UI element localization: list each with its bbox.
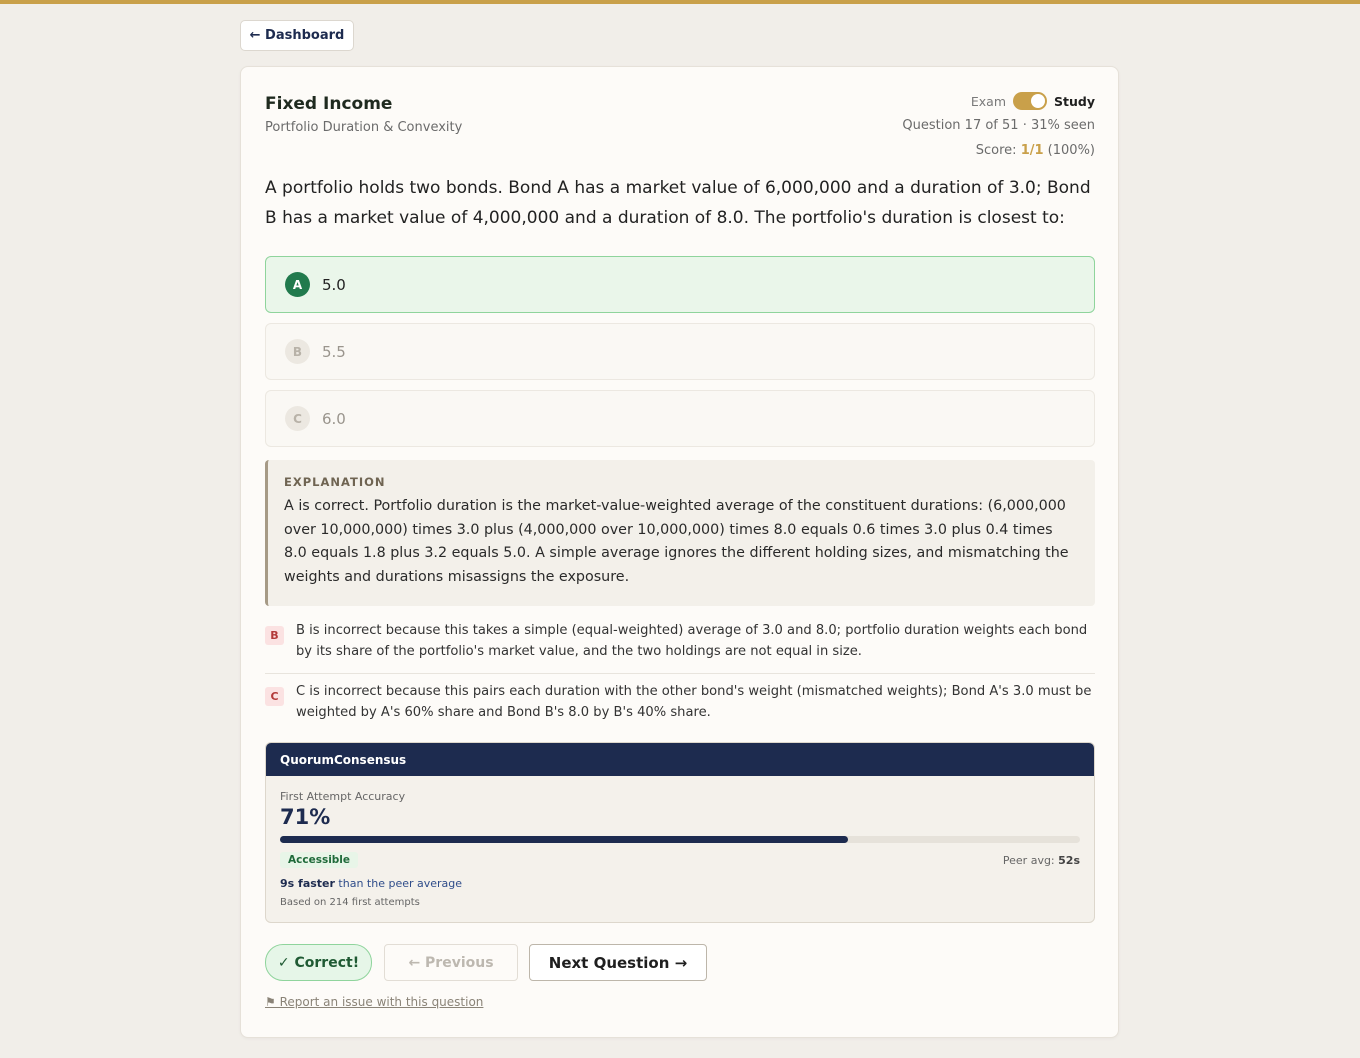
dashboard-back-button[interactable]: ← Dashboard	[240, 20, 354, 51]
toggle-knob	[1031, 94, 1045, 108]
option-text: 6.0	[322, 409, 346, 428]
wrong-answer-c	[265, 682, 1095, 723]
mode-toggle[interactable]	[1013, 92, 1047, 110]
question-progress: Question 17 of 51 · 31% seen	[902, 118, 1095, 133]
option-text: 5.5	[322, 342, 346, 361]
wrong-letter-badge: C	[265, 687, 284, 706]
mode-exam-label: Exam	[970, 93, 1007, 109]
difficulty-tag: Accessible	[280, 852, 358, 868]
score-suffix: (100%)	[1043, 143, 1095, 158]
peer-average-prefix: Peer avg:	[1002, 854, 1059, 867]
explanation-text: A is correct. Portfolio duration is the market-value-weighted average of the constituent durations: (6,000,000 over 10,000,000) times 3.0 plus (4,000,000 over 10,000,000) times 8.0 equals 0.6 times 3.0 plus 0.4 times 8.0 equals 1.8 plus 3.2 equals 5.0. A simple average ignores the different holding sizes, and mismatching the weights and durations misassigns the exposure.	[284, 498, 1069, 585]
wrong-answer-text: C is incorrect because this pairs each duration with the other bond's weight (mismatched weights); Bond A's 3.0 must be weighted by A's 60% share and Bond B's 8.0 by B's 40% share.	[296, 684, 1092, 720]
wrong-answer-text: B is incorrect because this takes a simple (equal-weighted) average of 3.0 and 8.0; portfolio duration weights each bond by its share of the portfolio's market value, and the two holdings are not equal in size.	[296, 623, 1088, 659]
wrong-letter-badge: B	[265, 626, 284, 645]
question-text: A portfolio holds two bonds. Bond A has a market value of 6,000,000 and a duration of 3.0; Bond B has a market value of 4,000,000 and a duration of 8.0. The portfolio's duration is closest to:	[265, 178, 1091, 228]
option-text: 5.0	[322, 275, 346, 294]
consensus-title: QuorumConsensus	[266, 743, 1094, 776]
peer-average-value: 52s	[1058, 854, 1080, 867]
option-letter-badge: A	[285, 272, 310, 297]
topic-title: Fixed Income	[265, 94, 393, 114]
score-prefix: Score:	[975, 143, 1021, 158]
option-c[interactable]	[265, 390, 1095, 447]
divider	[265, 673, 1095, 674]
mode-switch	[971, 92, 1095, 110]
question-card	[240, 66, 1119, 1038]
wrong-answer-b	[265, 621, 1095, 662]
score-display	[976, 143, 1095, 158]
previous-button[interactable]: ← Previous	[384, 944, 518, 981]
speed-comparison-rest: than the peer average	[334, 877, 463, 890]
speed-comparison-bold: 9s faster	[280, 877, 335, 890]
speed-comparison	[280, 877, 462, 890]
subtopic-title: Portfolio Duration & Convexity	[265, 120, 463, 135]
accuracy-percent: 71%	[280, 805, 331, 829]
correct-status-button: ✓ Correct!	[265, 944, 372, 981]
option-a[interactable]	[265, 256, 1095, 313]
accuracy-bar-fill	[280, 836, 848, 843]
consensus-panel	[265, 742, 1095, 923]
attempts-basis: Based on 214 first attempts	[280, 897, 420, 908]
explanation-panel	[265, 460, 1095, 606]
option-letter-badge: C	[285, 406, 310, 431]
top-accent-bar	[0, 0, 1360, 4]
accuracy-label: First Attempt Accuracy	[280, 790, 406, 803]
mode-study-label: Study	[1054, 93, 1095, 109]
score-value: 1/1	[1020, 143, 1044, 158]
next-question-button[interactable]: Next Question →	[529, 944, 707, 981]
option-b[interactable]	[265, 323, 1095, 380]
explanation-label: EXPLANATION	[284, 475, 386, 489]
accuracy-bar	[280, 836, 1080, 843]
peer-average	[1003, 854, 1080, 867]
report-issue-link[interactable]: ⚑ Report an issue with this question	[265, 995, 484, 1009]
option-letter-badge: B	[285, 339, 310, 364]
